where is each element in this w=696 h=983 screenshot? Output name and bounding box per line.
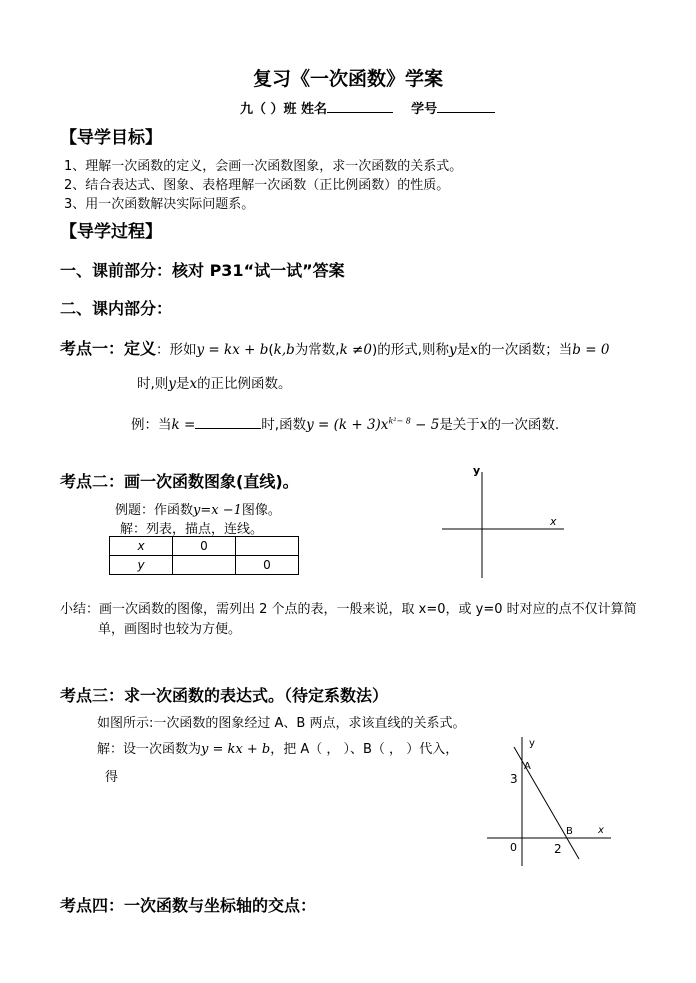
k2-heading: 考点二：画一次函数图象(直线)。 [60, 472, 299, 491]
point-a-label: A [524, 761, 531, 772]
process-heading: 【导学过程】 [60, 222, 162, 242]
k1-text: 为常数, [294, 342, 340, 358]
name-blank[interactable] [327, 100, 393, 113]
k2-text: 图像。 [241, 503, 281, 518]
k3-heading: 考点三：求一次函数的表达式。（待定系数法） [60, 686, 389, 705]
table-row [110, 556, 299, 575]
x-intercept-label: 2 [554, 842, 562, 856]
k1-text: 时,则 [137, 376, 169, 392]
k2-solution: 解：列表，描点，连线。 [120, 522, 264, 537]
k3-text: 解：设一次函数为 [97, 742, 202, 757]
x-axis-label: x [598, 825, 604, 836]
k1-example-constant: − 5 [410, 417, 440, 433]
k2-note-line2: 单，画图时也较为方便。 [98, 622, 242, 637]
value-table [109, 536, 299, 575]
k3-problem: 如图所示:一次函数的图象经过 A、B 两点，求该直线的关系式。 [97, 716, 466, 731]
k1-formula: y = kx + b [196, 342, 269, 358]
k1-label: 考点一：定义 [60, 339, 157, 358]
k1-y: y [449, 342, 457, 358]
k1-text: 时,函数 [261, 417, 307, 433]
k2-text: 例题：作函数 [115, 503, 194, 518]
k1-text: 的一次函数；当 [477, 342, 573, 358]
blank-axes-graph[interactable] [440, 462, 570, 582]
k1-text: 例：当 [131, 417, 172, 433]
table-cell[interactable] [173, 556, 236, 575]
k3-result: 得 [105, 770, 119, 785]
k2-example [115, 499, 281, 518]
k1-x: x [470, 342, 478, 358]
table-cell: x [110, 537, 173, 556]
k1-k-not-zero: k ≠0 [339, 342, 372, 358]
k1-b-zero: b = 0 [572, 342, 610, 358]
id-blank[interactable] [437, 100, 495, 113]
class-label: 九（ ）班 姓名 [240, 102, 328, 117]
goal-item: 2、结合表达式、图象、表格理解一次函数（正比例函数）的性质。 [64, 178, 450, 193]
table-cell: 0 [173, 537, 236, 556]
k1-example-exponent: k²− 8 [388, 416, 411, 426]
k3-solution [97, 738, 458, 757]
y-axis-label: y [529, 738, 535, 749]
table-cell: 0 [236, 556, 299, 575]
k2-note-line1: 小结：画一次函数的图像，需列出 2 个点的表，一般来说，取 x=0，或 y=0 时对应的点不仅计算简 [60, 602, 637, 617]
k1-x: x [189, 376, 198, 392]
k1-text: 是 [175, 376, 190, 392]
k1-text: 是 [456, 342, 471, 358]
goal-item: 3、用一次函数解决实际问题系。 [64, 197, 255, 212]
k1-definition-line [60, 336, 609, 359]
k1-x: x [479, 417, 488, 433]
goals-heading: 【导学目标】 [60, 128, 162, 148]
k1-kb: k,b [273, 342, 295, 358]
k4-heading: 考点四：一次函数与坐标轴的交点： [60, 896, 317, 915]
y-intercept-label: 3 [510, 772, 518, 786]
k1-definition-line2 [137, 372, 292, 392]
table-row [110, 537, 299, 556]
id-label: 学号 [411, 102, 438, 117]
k1-text: 的一次函数. [487, 417, 560, 433]
k1-text: 的正比例函数。 [197, 376, 292, 392]
table-cell: y [110, 556, 173, 575]
page-title: 复习《一次函数》学案 [252, 68, 443, 90]
line-ab-graph [485, 732, 615, 872]
table-cell[interactable] [236, 537, 299, 556]
k1-text: )的形式,则称 [371, 342, 450, 358]
class-name-line [240, 98, 495, 117]
x-axis-label: x [550, 515, 557, 528]
k1-text: 是关于 [439, 417, 480, 433]
part2-heading: 二、课内部分： [60, 299, 173, 318]
k1-example-formula: y = (k + 3)x [306, 417, 389, 433]
origin-label: 0 [510, 841, 517, 854]
k1-text: ( [268, 342, 274, 358]
k1-text: ：形如 [156, 342, 197, 358]
k1-example-k: k = [171, 417, 196, 433]
k1-example-line [131, 413, 559, 433]
k2-example-formula: y=x −1 [193, 503, 242, 518]
k1-y: y [168, 376, 176, 392]
point-b-label: B [566, 826, 573, 837]
k3-formula: y = kx + b [201, 742, 271, 757]
goal-item: 1、理解一次函数的定义，会画一次函数图象，求一次函数的关系式。 [64, 159, 463, 174]
k3-text: ，把 A（ ， ）、B（ ， ）代入， [270, 742, 459, 757]
part1-heading: 一、课前部分：核对 P31“试一试”答案 [60, 261, 345, 280]
y-axis-label: y [473, 464, 481, 477]
k1-answer-blank[interactable] [195, 416, 261, 429]
